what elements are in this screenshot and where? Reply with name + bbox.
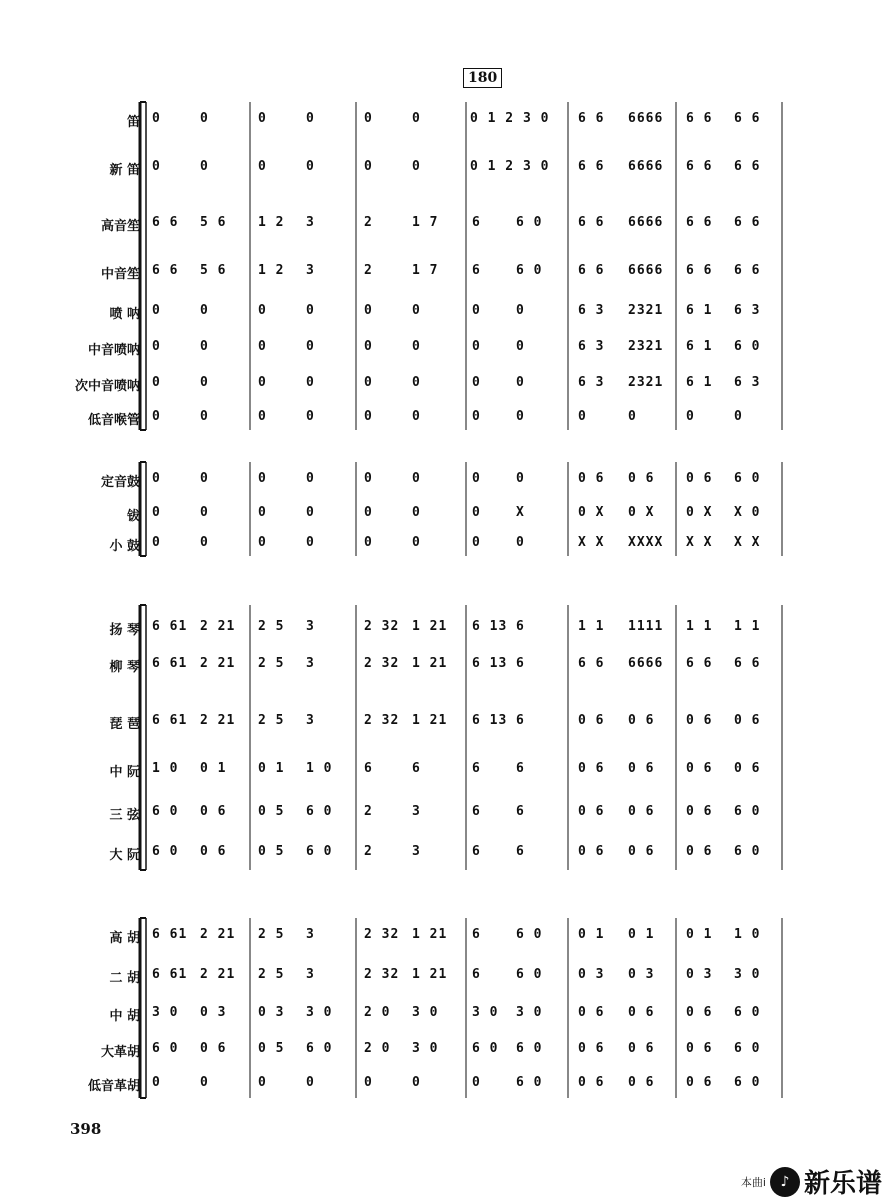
note-cell: 3: [306, 927, 315, 942]
note-cell: 1 0: [152, 761, 179, 776]
instrument-label: 小 鼓: [109, 539, 140, 554]
note-cell: 0 6: [628, 804, 655, 819]
note-cell: 2 32: [364, 619, 400, 634]
note-cell: 0: [472, 339, 481, 354]
note-cell: 0: [516, 535, 525, 550]
note-cell: 0: [516, 375, 525, 390]
note-cell: 6 3: [734, 375, 761, 390]
instrument-label: 中音笙: [100, 267, 140, 282]
note-cell: 1 2: [258, 263, 285, 278]
note-cell: 0 6: [686, 471, 713, 486]
note-cell: 2: [364, 215, 373, 230]
note-cell: 3 0: [412, 1005, 439, 1020]
note-cell: 2 21: [200, 619, 236, 634]
note-cell: 6: [516, 713, 525, 728]
note-cell: 0 3: [628, 967, 655, 982]
instrument-label: 琵 琶: [109, 717, 140, 732]
note-cell: 6 0: [516, 1075, 543, 1090]
note-cell: 0 5: [258, 804, 285, 819]
note-cell: 1 21: [412, 927, 448, 942]
note-cell: 0: [152, 303, 161, 318]
note-cell: 2321: [628, 303, 664, 318]
note-cell: 3 0: [152, 1005, 179, 1020]
note-cell: 0: [258, 339, 267, 354]
note-cell: 0: [472, 375, 481, 390]
note-cell: 0: [258, 1075, 267, 1090]
note-cell: 1 0: [306, 761, 333, 776]
note-cell: 3: [306, 215, 315, 230]
note-cell: 0: [306, 303, 315, 318]
note-cell: 0: [686, 409, 695, 424]
note-cell: 0 3: [686, 967, 713, 982]
instrument-label: 中 阮: [109, 765, 140, 780]
note-cell: 6: [516, 804, 525, 819]
note-cell: 0 6: [200, 1041, 227, 1056]
note-cell: 6 3: [578, 375, 605, 390]
instrument-label: 柳 琴: [109, 660, 140, 675]
note-cell: 0: [364, 505, 373, 520]
note-cell: 3: [306, 619, 315, 634]
note-cell: 0 X: [578, 505, 605, 520]
note-cell: 0: [200, 303, 209, 318]
note-cell: 2 5: [258, 713, 285, 728]
note-cell: 6 0: [306, 1041, 333, 1056]
note-cell: 0: [200, 111, 209, 126]
note-cell: 6: [472, 761, 481, 776]
instrument-label: 笛: [126, 115, 140, 130]
watermark-brand: 新乐谱: [803, 1169, 882, 1199]
instrument-label: 低音革胡: [87, 1079, 140, 1094]
note-cell: 0 1: [200, 761, 227, 776]
note-cell: 2: [364, 844, 373, 859]
note-cell: 0: [412, 535, 421, 550]
note-cell: 0 6: [578, 471, 605, 486]
note-cell: 0: [152, 505, 161, 520]
note-cell: 0: [306, 111, 315, 126]
note-cell: 0: [258, 409, 267, 424]
note-cell: 0 6: [686, 713, 713, 728]
note-cell: 1 21: [412, 619, 448, 634]
note-cell: 0: [472, 505, 481, 520]
note-cell: 2 32: [364, 713, 400, 728]
note-cell: 3: [306, 656, 315, 671]
note-cell: 6: [472, 215, 481, 230]
note-cell: 6 6: [578, 215, 605, 230]
note-cell: 6 6: [686, 263, 713, 278]
note-cell: X X: [734, 535, 761, 550]
note-cell: 0: [364, 471, 373, 486]
note-cell: 6 6: [734, 111, 761, 126]
note-cell: 0: [364, 111, 373, 126]
note-cell: 0: [472, 1075, 481, 1090]
note-cell: 6 0: [734, 339, 761, 354]
note-cell: 2 0: [364, 1041, 391, 1056]
note-cell: 6 6: [578, 656, 605, 671]
note-cell: 0: [472, 471, 481, 486]
note-cell: 0 3: [578, 967, 605, 982]
note-cell: 6 6: [152, 263, 179, 278]
note-cell: 0 6: [578, 844, 605, 859]
note-cell: 6: [472, 927, 481, 942]
note-cell: 0: [152, 111, 161, 126]
note-cell: 5 6: [200, 263, 227, 278]
note-cell: 6 6: [734, 159, 761, 174]
note-cell: 6 61: [152, 656, 188, 671]
note-cell: 0: [412, 1075, 421, 1090]
note-cell: 0 1 2 3 0: [470, 159, 550, 174]
note-cell: 6: [472, 844, 481, 859]
note-cell: 1 1: [578, 619, 605, 634]
note-cell: 6 1: [686, 339, 713, 354]
note-cell: 0: [364, 1075, 373, 1090]
instrument-label: 低音喉管: [87, 413, 140, 428]
note-cell: 6666: [628, 656, 664, 671]
note-cell: 6 1: [686, 375, 713, 390]
note-cell: 6 13: [472, 619, 508, 634]
note-cell: 0 6: [628, 1041, 655, 1056]
note-cell: X X: [686, 535, 713, 550]
note-cell: 1 21: [412, 713, 448, 728]
note-cell: 6: [516, 656, 525, 671]
note-cell: 6 6: [578, 159, 605, 174]
note-cell: 6 61: [152, 927, 188, 942]
note-cell: 6 0: [734, 844, 761, 859]
note-cell: 0 1: [258, 761, 285, 776]
note-cell: 6 0: [734, 1005, 761, 1020]
note-cell: 0 6: [686, 1005, 713, 1020]
note-cell: 1 21: [412, 967, 448, 982]
note-cell: 6 13: [472, 713, 508, 728]
instrument-label: 喷 呐: [109, 307, 140, 322]
note-cell: 0: [200, 1075, 209, 1090]
note-cell: 0 6: [578, 1005, 605, 1020]
note-cell: 0 6: [578, 1075, 605, 1090]
note-cell: 2: [364, 263, 373, 278]
instrument-label: 大 阮: [109, 848, 140, 863]
note-cell: 0 6: [628, 713, 655, 728]
note-cell: 2 21: [200, 656, 236, 671]
instrument-label: 中音喷呐: [87, 343, 140, 358]
instrument-label: 次中音喷呐: [74, 379, 140, 394]
note-cell: 0: [152, 409, 161, 424]
note-cell: 0: [472, 535, 481, 550]
note-cell: 6: [516, 619, 525, 634]
note-cell: 6 0: [516, 1041, 543, 1056]
note-cell: 0 6: [628, 1005, 655, 1020]
note-cell: XXXX: [628, 535, 664, 550]
note-cell: 0: [306, 1075, 315, 1090]
note-cell: 6: [516, 844, 525, 859]
note-cell: 6 1: [686, 303, 713, 318]
note-cell: 0: [258, 111, 267, 126]
note-cell: 6 6: [578, 263, 605, 278]
note-cell: 0: [200, 375, 209, 390]
instrument-label: 高 胡: [109, 931, 140, 946]
note-cell: 0: [306, 375, 315, 390]
note-cell: 2 21: [200, 713, 236, 728]
note-cell: 0: [734, 409, 743, 424]
note-cell: 0 5: [258, 1041, 285, 1056]
instrument-label: 扬 琴: [109, 623, 140, 638]
note-cell: 0 6: [578, 713, 605, 728]
instrument-label: 大革胡: [100, 1045, 140, 1060]
note-cell: 0 3: [258, 1005, 285, 1020]
note-cell: 0 6: [628, 1075, 655, 1090]
note-cell: 0: [412, 339, 421, 354]
note-cell: 6 0: [516, 967, 543, 982]
note-cell: 2 32: [364, 967, 400, 982]
note-cell: 2 5: [258, 927, 285, 942]
note-cell: 3: [306, 713, 315, 728]
note-cell: 0 X: [628, 505, 655, 520]
note-cell: 0: [200, 339, 209, 354]
note-cell: 0: [258, 303, 267, 318]
note-cell: 0 6: [200, 844, 227, 859]
note-cell: 0: [364, 159, 373, 174]
note-cell: 0 6: [578, 804, 605, 819]
note-cell: 0 5: [258, 844, 285, 859]
note-cell: 0 1: [628, 927, 655, 942]
note-cell: 6666: [628, 111, 664, 126]
note-cell: 0: [258, 375, 267, 390]
note-cell: 6: [364, 761, 373, 776]
note-cell: 0 1: [578, 927, 605, 942]
note-cell: 0: [258, 471, 267, 486]
note-cell: 0: [306, 409, 315, 424]
note-cell: 0: [258, 159, 267, 174]
note-cell: 3 0: [306, 1005, 333, 1020]
note-cell: 6 0: [734, 1075, 761, 1090]
note-cell: 0: [200, 409, 209, 424]
rehearsal-mark: 180: [463, 68, 502, 88]
note-cell: 6 3: [578, 339, 605, 354]
note-cell: 0: [516, 339, 525, 354]
watermark-logo-icon: ♪: [770, 1167, 800, 1197]
note-cell: 6: [472, 263, 481, 278]
note-cell: 0: [516, 471, 525, 486]
note-cell: 0: [200, 505, 209, 520]
note-cell: 3 0: [516, 1005, 543, 1020]
note-cell: 6: [412, 761, 421, 776]
page-number: 398: [70, 1120, 102, 1138]
note-cell: 0 6: [200, 804, 227, 819]
note-cell: 0: [628, 409, 637, 424]
note-cell: 0 1 2 3 0: [470, 111, 550, 126]
note-cell: 2 32: [364, 656, 400, 671]
note-cell: 0: [412, 471, 421, 486]
note-cell: 0: [364, 535, 373, 550]
note-cell: 6 6: [152, 215, 179, 230]
note-cell: 0 6: [686, 1075, 713, 1090]
note-cell: 0: [152, 375, 161, 390]
note-cell: 6 0: [516, 927, 543, 942]
note-cell: 6 0: [516, 263, 543, 278]
note-cell: 0: [364, 303, 373, 318]
note-cell: 2321: [628, 339, 664, 354]
note-cell: 0 6: [686, 844, 713, 859]
note-cell: 3: [412, 844, 421, 859]
note-cell: 0: [364, 375, 373, 390]
note-cell: 0 6: [686, 1041, 713, 1056]
note-cell: 6 0: [734, 1041, 761, 1056]
note-cell: 0 6: [628, 844, 655, 859]
note-cell: 0: [306, 159, 315, 174]
note-cell: 6 6: [734, 656, 761, 671]
note-cell: 3 0: [412, 1041, 439, 1056]
note-cell: 6 0: [472, 1041, 499, 1056]
note-cell: 0: [258, 535, 267, 550]
note-cell: 1 1: [686, 619, 713, 634]
note-cell: 1 2: [258, 215, 285, 230]
note-cell: 6 6: [734, 215, 761, 230]
note-cell: 3: [306, 967, 315, 982]
note-cell: 6 0: [734, 804, 761, 819]
instrument-label: 中 胡: [109, 1009, 140, 1024]
instrument-label: 定音鼓: [100, 475, 140, 490]
note-cell: X 0: [734, 505, 761, 520]
note-cell: 0 1: [686, 927, 713, 942]
note-cell: 0 6: [686, 761, 713, 776]
note-cell: 6 3: [578, 303, 605, 318]
watermark: [741, 1163, 882, 1200]
note-cell: 6: [472, 804, 481, 819]
note-cell: 1 7: [412, 263, 439, 278]
note-cell: 0: [306, 505, 315, 520]
note-cell: 6 6: [686, 215, 713, 230]
note-cell: 6 0: [152, 804, 179, 819]
note-cell: 3 0: [472, 1005, 499, 1020]
note-cell: 0 6: [734, 761, 761, 776]
note-cell: 0: [412, 159, 421, 174]
note-cell: 0 6: [686, 804, 713, 819]
note-cell: 0: [578, 409, 587, 424]
note-cell: 6 6: [686, 159, 713, 174]
note-cell: 2321: [628, 375, 664, 390]
note-cell: 2 21: [200, 967, 236, 982]
note-cell: 6666: [628, 263, 664, 278]
note-cell: 6 0: [306, 844, 333, 859]
note-cell: 2 32: [364, 927, 400, 942]
note-cell: 2 5: [258, 619, 285, 634]
note-cell: 6 6: [686, 656, 713, 671]
note-cell: 2 0: [364, 1005, 391, 1020]
instrument-label: 二 胡: [109, 971, 140, 986]
note-cell: 3 0: [734, 967, 761, 982]
note-cell: 0: [516, 303, 525, 318]
note-cell: 2 5: [258, 656, 285, 671]
note-cell: 0 6: [628, 761, 655, 776]
watermark-caption: 本曲i: [740, 1175, 766, 1189]
note-cell: 0: [516, 409, 525, 424]
note-cell: 0: [364, 409, 373, 424]
note-cell: 6 6: [578, 111, 605, 126]
note-cell: 1 0: [734, 927, 761, 942]
note-cell: 0: [200, 471, 209, 486]
note-cell: 6: [472, 967, 481, 982]
note-cell: 6 6: [686, 111, 713, 126]
note-cell: 0: [412, 505, 421, 520]
note-cell: 6 0: [734, 471, 761, 486]
note-cell: 3: [306, 263, 315, 278]
note-cell: 0 6: [628, 471, 655, 486]
note-cell: 6666: [628, 215, 664, 230]
note-cell: 0: [364, 339, 373, 354]
note-cell: 0: [412, 303, 421, 318]
note-cell: 0: [306, 339, 315, 354]
note-cell: 0: [152, 471, 161, 486]
note-cell: 0 X: [686, 505, 713, 520]
note-cell: 0: [152, 1075, 161, 1090]
note-cell: 0: [200, 159, 209, 174]
note-cell: 0 3: [200, 1005, 227, 1020]
note-cell: 0: [472, 303, 481, 318]
instrument-label: 三 弦: [109, 808, 140, 823]
note-cell: 0: [258, 505, 267, 520]
note-cell: 0 6: [734, 713, 761, 728]
note-cell: 0: [152, 535, 161, 550]
note-cell: 0: [412, 409, 421, 424]
note-cell: 0: [412, 111, 421, 126]
note-cell: 0: [152, 159, 161, 174]
note-cell: X X: [578, 535, 605, 550]
note-cell: 6 3: [734, 303, 761, 318]
note-cell: 0: [306, 535, 315, 550]
note-cell: 2 21: [200, 927, 236, 942]
note-cell: 0: [200, 535, 209, 550]
note-cell: 6 0: [516, 215, 543, 230]
note-cell: 0: [152, 339, 161, 354]
note-cell: 1111: [628, 619, 664, 634]
instrument-label: 新 笛: [109, 163, 140, 178]
note-cell: 6 0: [306, 804, 333, 819]
note-cell: 0: [412, 375, 421, 390]
note-cell: 5 6: [200, 215, 227, 230]
note-cell: 3: [412, 804, 421, 819]
note-cell: 6 0: [152, 1041, 179, 1056]
note-cell: 6 61: [152, 967, 188, 982]
note-cell: 6 6: [734, 263, 761, 278]
note-cell: 6: [516, 761, 525, 776]
note-cell: 0 6: [578, 761, 605, 776]
note-cell: 0: [306, 471, 315, 486]
note-cell: 6 61: [152, 713, 188, 728]
note-cell: 0: [472, 409, 481, 424]
note-cell: 1 7: [412, 215, 439, 230]
note-cell: 2: [364, 804, 373, 819]
note-cell: 6 13: [472, 656, 508, 671]
instrument-label: 高音笙: [100, 219, 140, 234]
note-cell: 6666: [628, 159, 664, 174]
note-cell: 6 61: [152, 619, 188, 634]
note-cell: 0 6: [578, 1041, 605, 1056]
note-cell: 1 21: [412, 656, 448, 671]
instrument-label: 钹: [126, 509, 140, 524]
note-cell: 1 1: [734, 619, 761, 634]
note-cell: 2 5: [258, 967, 285, 982]
note-cell: 6 0: [152, 844, 179, 859]
note-cell: X: [516, 505, 525, 520]
